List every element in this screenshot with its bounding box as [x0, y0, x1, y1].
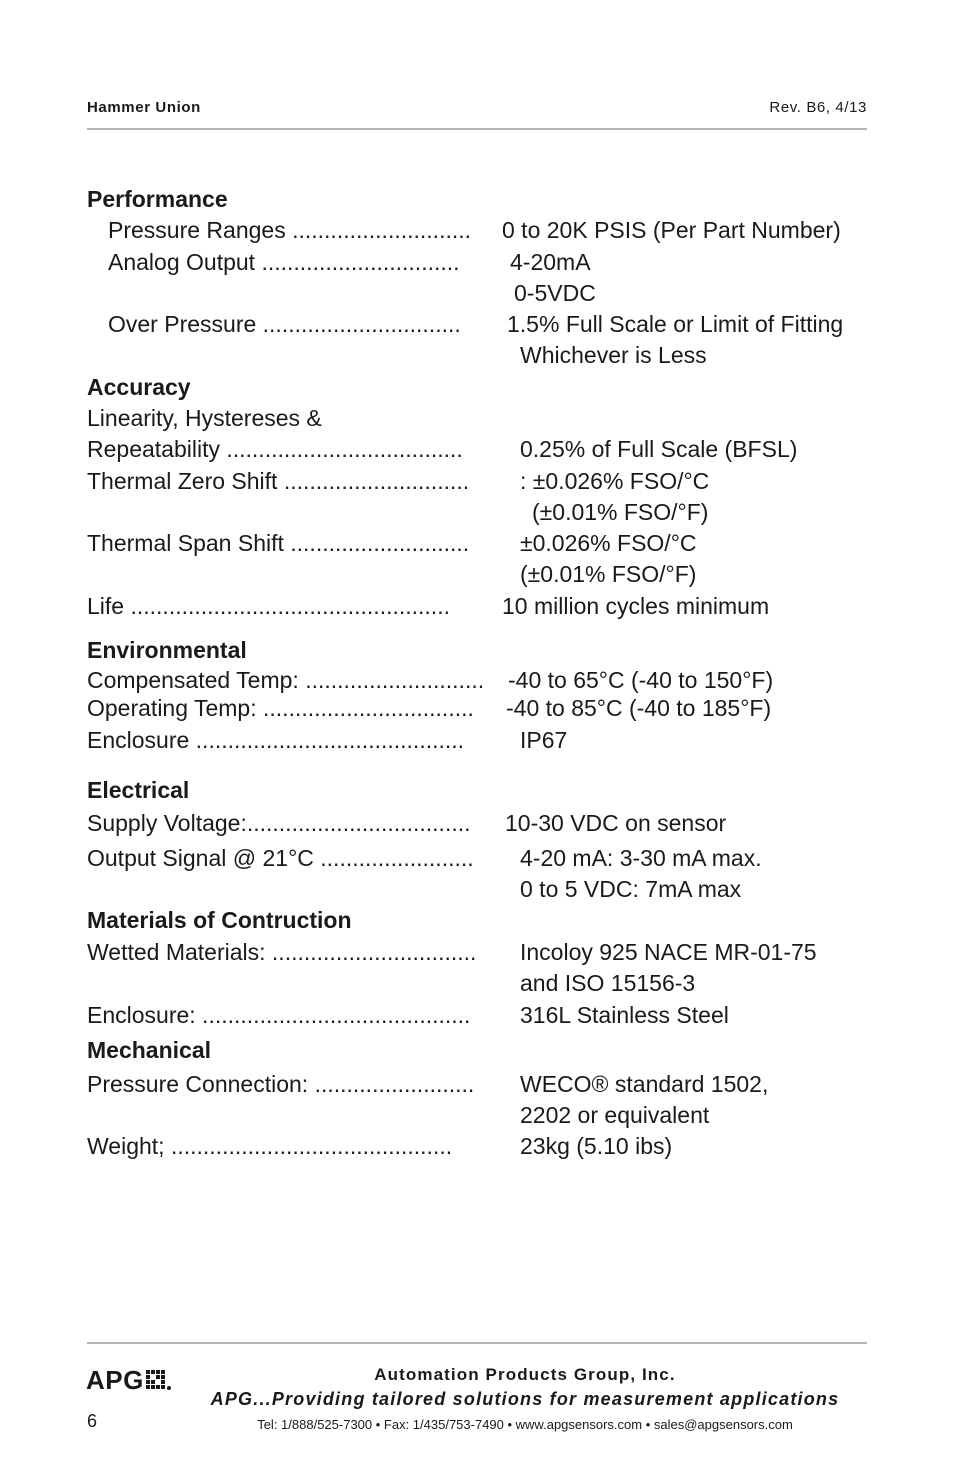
spec-value-over-pressure-2: Whichever is Less — [520, 342, 707, 368]
section-title-electrical: Electrical — [87, 777, 190, 803]
section-title-materials: Materials of Contruction — [87, 907, 352, 933]
spec-label-life: Life .................................................. — [87, 593, 450, 619]
spec-value-thermal-zero-shift: : ±0.026% FSO/°C — [520, 468, 710, 494]
spec-label-operating-temp: Operating Temp: ................................. — [87, 695, 474, 721]
footer-tagline: APG...Providing tailored solutions for measurement applications — [210, 1389, 840, 1409]
spec-label-output-signal: Output Signal @ 21°C ........................ — [87, 845, 474, 871]
spec-value-supply-voltage: 10-30 VDC on sensor — [505, 810, 727, 836]
footer-company-name: Automation Products Group, Inc. — [374, 1365, 676, 1384]
page-number: 6 — [87, 1411, 98, 1431]
spec-value-analog-output: 4-20mA — [510, 249, 591, 275]
spec-value-weight: 23kg (5.10 ibs) — [520, 1133, 673, 1159]
spec-label-enclosure-rating: Enclosure .......................................... — [87, 727, 465, 753]
section-title-accuracy: Accuracy — [87, 374, 191, 400]
spec-value-wetted-materials: Incoloy 925 NACE MR-01-75 — [520, 939, 817, 965]
spec-value-compensated-temp: -40 to 65°C (-40 to 150°F) — [508, 667, 774, 693]
spec-value-output-signal-2: 0 to 5 VDC: 7mA max — [520, 876, 742, 902]
spec-value-pressure-ranges: 0 to 20K PSIS (Per Part Number) — [502, 217, 841, 243]
spec-label-compensated-temp: Compensated Temp: ............................ — [87, 667, 485, 693]
spec-value-thermal-span-shift: ±0.026% FSO/°C — [520, 530, 697, 556]
header-divider — [87, 128, 867, 130]
spec-value-enclosure-rating: IP67 — [520, 727, 568, 753]
footer-divider — [87, 1342, 867, 1344]
spec-value-thermal-zero-shift-2: (±0.01% FSO/°F) — [532, 499, 709, 525]
spec-value-enclosure-material: 316L Stainless Steel — [520, 1002, 729, 1028]
spec-label-pressure-ranges: Pressure Ranges ............................ — [108, 217, 472, 243]
section-title-mechanical: Mechanical — [87, 1037, 211, 1063]
spec-value-output-signal: 4-20 mA: 3-30 mA max. — [520, 845, 762, 871]
spec-value-operating-temp: -40 to 85°C (-40 to 185°F) — [506, 695, 772, 721]
apg-logo-text: APG — [86, 1365, 144, 1395]
spec-label-over-pressure: Over Pressure ............................... — [108, 311, 461, 337]
spec-value-life: 10 million cycles minimum — [502, 593, 770, 619]
header-revision: Rev. B6, 4/13 — [769, 99, 867, 116]
spec-label-analog-output: Analog Output ............................... — [108, 249, 460, 275]
spec-label-repeatability: Repeatability ..................................... — [87, 436, 463, 462]
spec-value-over-pressure: 1.5% Full Scale or Limit of Fitting — [507, 311, 844, 337]
spec-label-enclosure-material: Enclosure: .......................................... — [87, 1002, 471, 1028]
spec-label-supply-voltage: Supply Voltage:................................... — [87, 810, 471, 836]
section-title-environmental: Environmental — [87, 637, 247, 663]
footer-contact: Tel: 1/888/525-7300 • Fax: 1/435/753-7490 • www.apgsensors.com • sales@apgsensors.com — [257, 1417, 793, 1432]
spec-label-thermal-zero-shift: Thermal Zero Shift ............................. — [87, 468, 470, 494]
spec-label-wetted-materials: Wetted Materials: ................................ — [87, 939, 477, 965]
section-title-performance: Performance — [87, 186, 228, 212]
spec-value-analog-output-2: 0-5VDC — [514, 280, 596, 306]
spec-label-linearity: Linearity, Hystereses & — [87, 405, 322, 431]
spec-value-wetted-materials-2: and ISO 15156-3 — [520, 970, 696, 996]
spec-label-weight: Weight; ............................................ — [87, 1133, 453, 1159]
spec-value-pressure-connection: WECO® standard 1502, — [520, 1071, 769, 1097]
spec-label-thermal-span-shift: Thermal Span Shift ............................ — [87, 530, 470, 556]
header-product-title: Hammer Union — [87, 99, 201, 116]
spec-label-pressure-connection: Pressure Connection: ......................... — [87, 1071, 475, 1097]
spec-value-pressure-connection-2: 2202 or equivalent — [520, 1102, 710, 1128]
spec-value-repeatability: 0.25% of Full Scale (BFSL) — [520, 436, 798, 462]
spec-value-thermal-span-shift-2: (±0.01% FSO/°F) — [520, 561, 697, 587]
